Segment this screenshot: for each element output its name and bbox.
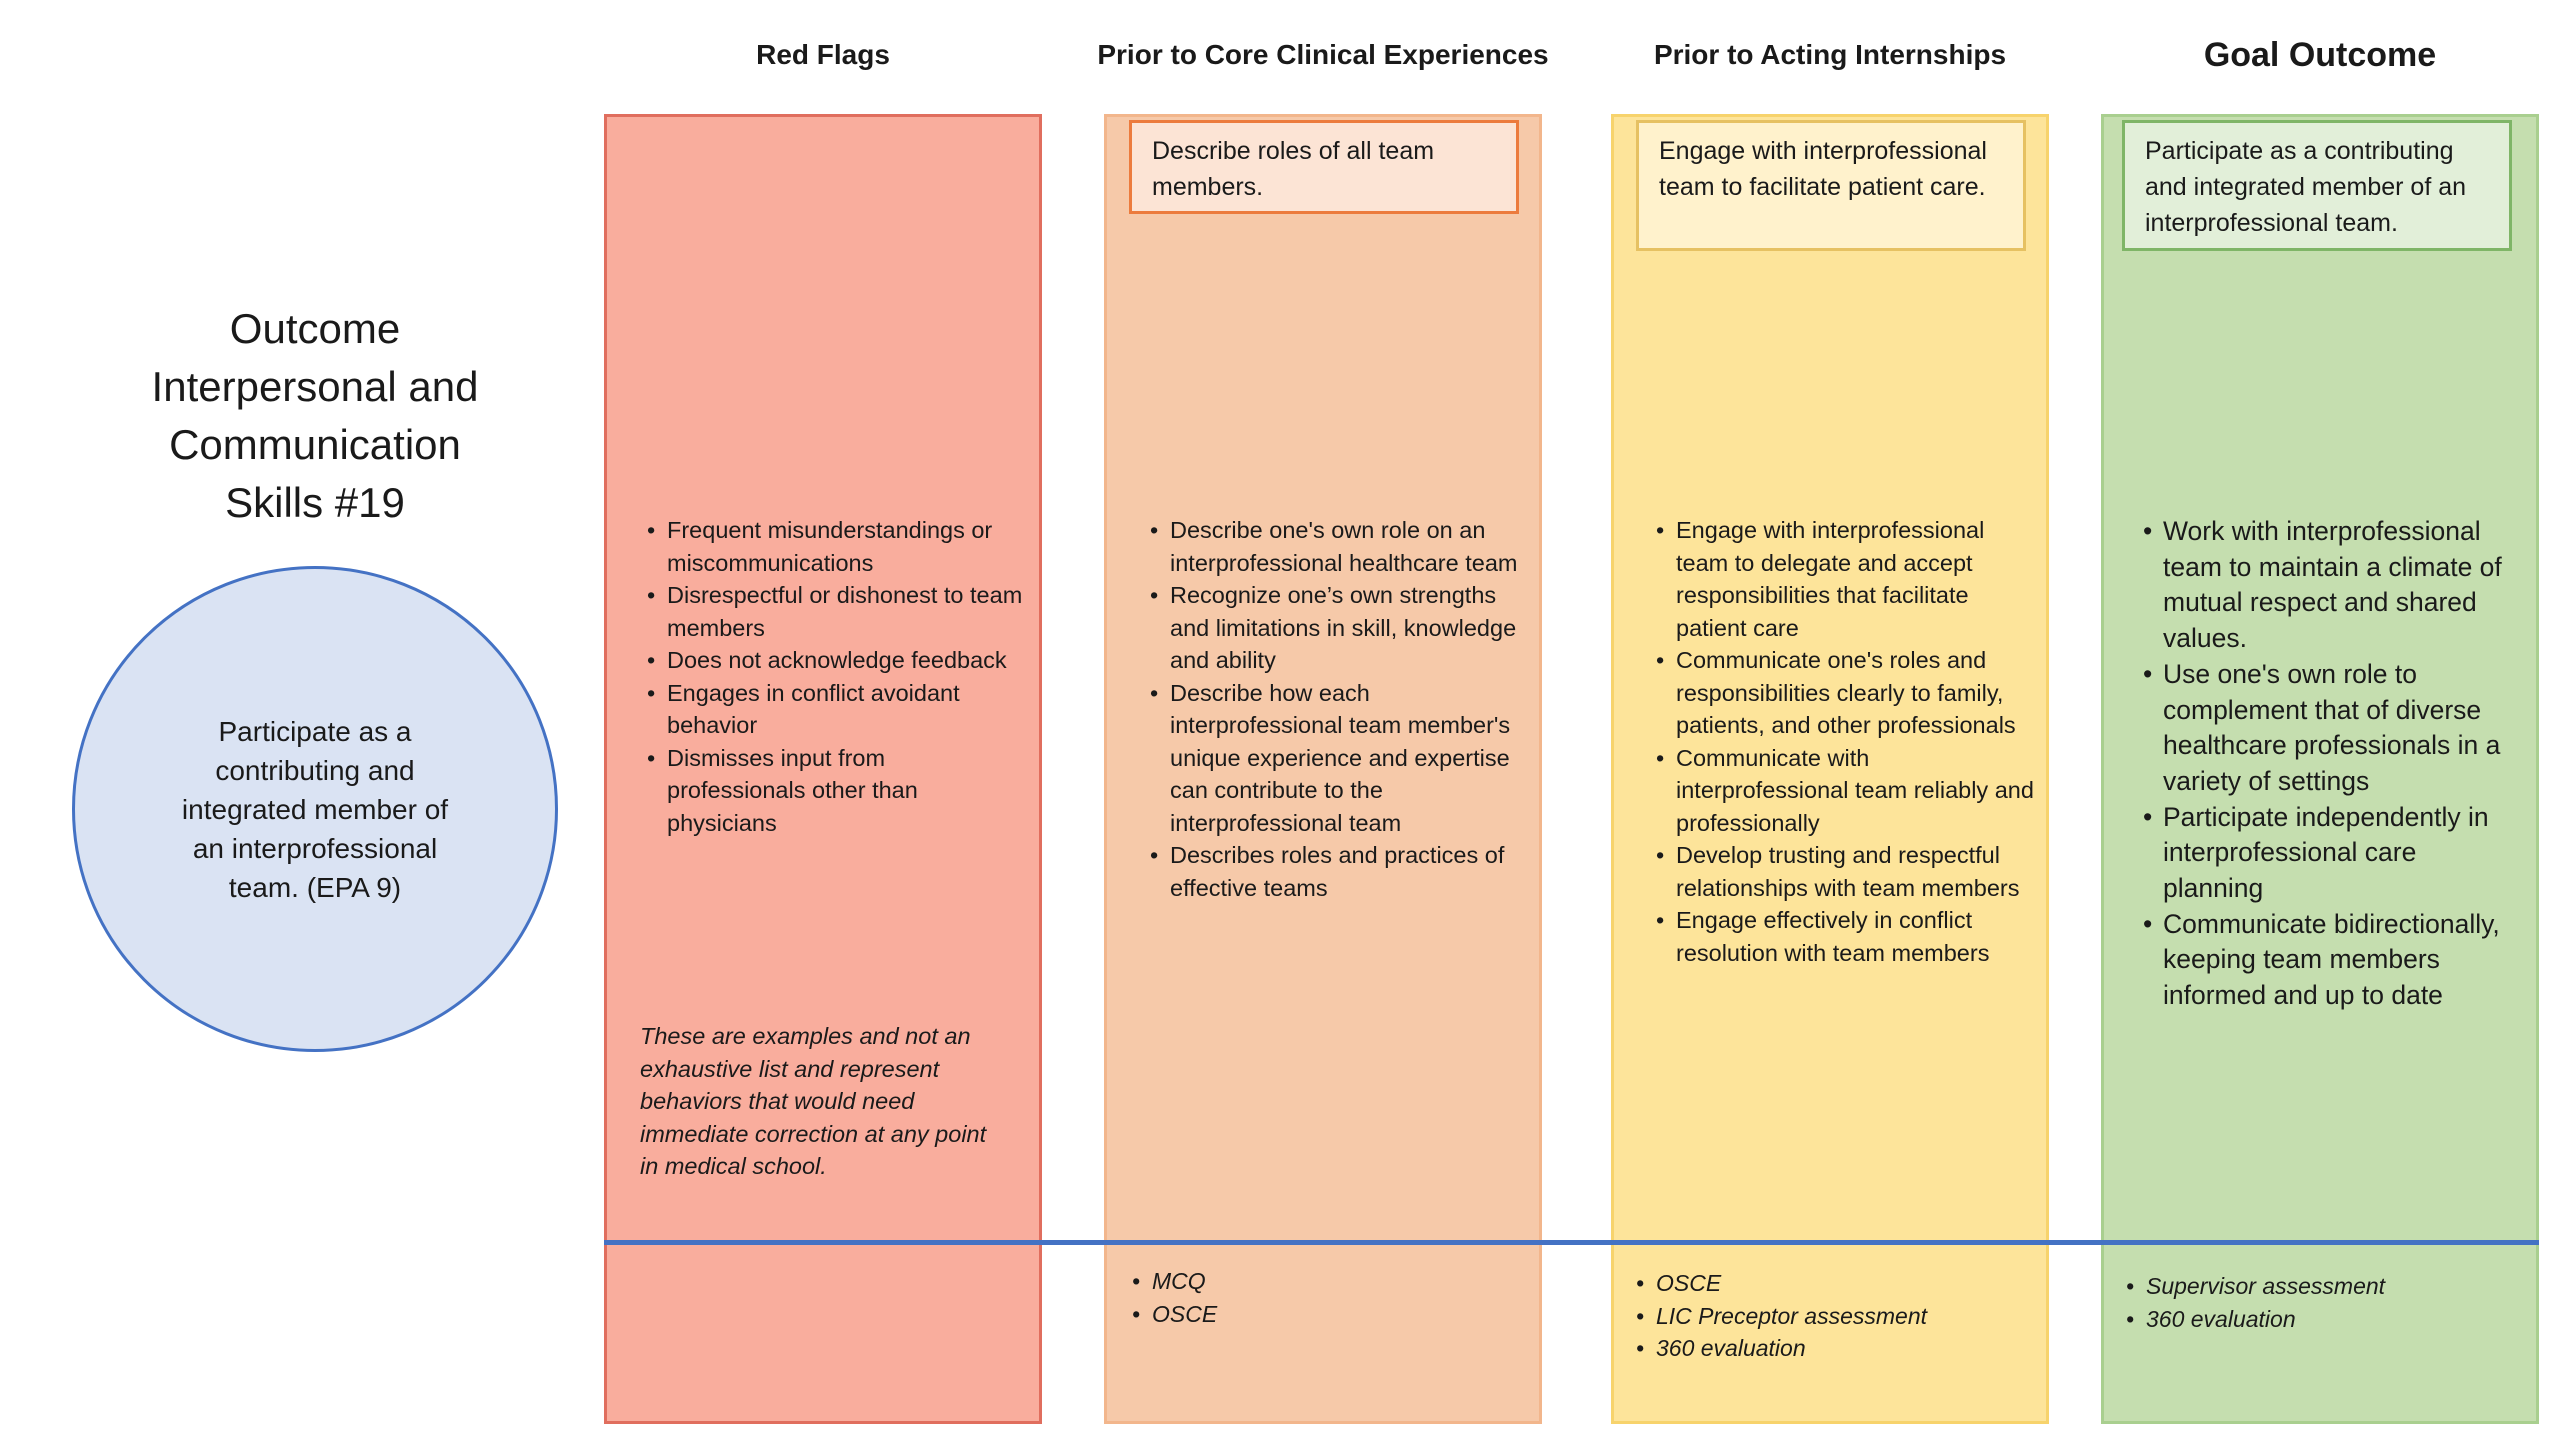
list-item: • Describes roles and practices of effective teams	[1170, 839, 1530, 904]
list-item: • 360 evaluation	[2146, 1303, 2546, 1336]
epa-circle-text: Participate as a contributing and integrated member of an interprofessional team. (EPA 9)	[181, 715, 449, 903]
assessment-divider	[604, 1240, 2539, 1245]
list-item: • Describe how each interprofessional team member's unique experience and expertise can contribute to the interprofessional team	[1170, 677, 1530, 840]
core-clinical-assessments	[1130, 1265, 1532, 1330]
heading-red-flags: Red Flags	[756, 39, 890, 70]
list-item: • Supervisor assessment	[2146, 1270, 2546, 1303]
outcome-title-line: Communication	[169, 421, 461, 468]
list-item: • Recognize one’s own strengths and limitations in skill, knowledge and ability	[1170, 579, 1530, 677]
list-item: • Describe one's own role on an interprofessional healthcare team	[1170, 514, 1530, 579]
list-item: • Engage with interprofessional team to delegate and accept responsibilities that facilitate patient care	[1676, 514, 2038, 644]
list-item: • Engage effectively in conflict resolution with team members	[1676, 904, 2038, 969]
list-item: • 360 evaluation	[1656, 1332, 2046, 1365]
list-item: • OSCE	[1152, 1298, 1532, 1331]
list-item: • Participate independently in interprofessional care planning	[2163, 800, 2515, 907]
list-item: • Does not acknowledge feedback	[667, 644, 1027, 677]
list-item: • LIC Preceptor assessment	[1656, 1300, 2046, 1333]
goal-outcome-behaviors-list	[2141, 514, 2515, 1014]
list-item: • Frequent misunderstandings or miscommunications	[667, 514, 1027, 579]
list-item: • Develop trusting and respectful relationships with team members	[1676, 839, 2038, 904]
outcome-title-line: Interpersonal and	[151, 363, 479, 410]
goal-box-acting-internships: Engage with interprofessional team to facilitate patient care.	[1636, 120, 2026, 251]
heading-goal-outcome: Goal Outcome	[2203, 35, 2437, 74]
list-item: • MCQ	[1152, 1265, 1532, 1298]
list-item: • OSCE	[1656, 1267, 2046, 1300]
red-flags-list	[645, 514, 1027, 839]
list-item: • Communicate with interprofessional team reliably and professionally	[1676, 742, 2038, 840]
list-item: • Dismisses input from professionals other than physicians	[667, 742, 1027, 840]
heading-prior-core-clinical: Prior to Core Clinical Experiences	[1097, 39, 1549, 70]
list-item: • Communicate one's roles and responsibilities clearly to family, patients, and other professionals	[1676, 644, 2038, 742]
list-item: • Use one's own role to complement that of diverse healthcare professionals in a variety of settings	[2163, 657, 2515, 800]
goal-box-goal-outcome: Participate as a contributing and integrated member of an interprofessional team.	[2122, 120, 2512, 251]
core-clinical-behaviors-list	[1148, 514, 1530, 904]
list-item: • Disrespectful or dishonest to team members	[667, 579, 1027, 644]
acting-internships-assessments	[1634, 1267, 2046, 1365]
acting-internships-behaviors-list	[1654, 514, 2038, 969]
heading-prior-acting-internships: Prior to Acting Internships	[1653, 39, 2007, 70]
goal-box-core-clinical: Describe roles of all team members.	[1129, 120, 1519, 214]
list-item: • Communicate bidirectionally, keeping team members informed and up to date	[2163, 907, 2515, 1014]
outcome-title	[110, 300, 520, 532]
list-item: • Work with interprofessional team to maintain a climate of mutual respect and shared values.	[2163, 514, 2515, 657]
red-flags-note: These are examples and not an exhaustive list and represent behaviors that would need immediate correction at any point in medical school.	[640, 1023, 987, 1179]
outcome-title-line: Outcome	[229, 305, 401, 352]
list-item: • Engages in conflict avoidant behavior	[667, 677, 1027, 742]
goal-outcome-assessments	[2124, 1270, 2546, 1335]
outcome-title-line: Skills #19	[225, 479, 405, 526]
epa-circle	[72, 566, 558, 1052]
